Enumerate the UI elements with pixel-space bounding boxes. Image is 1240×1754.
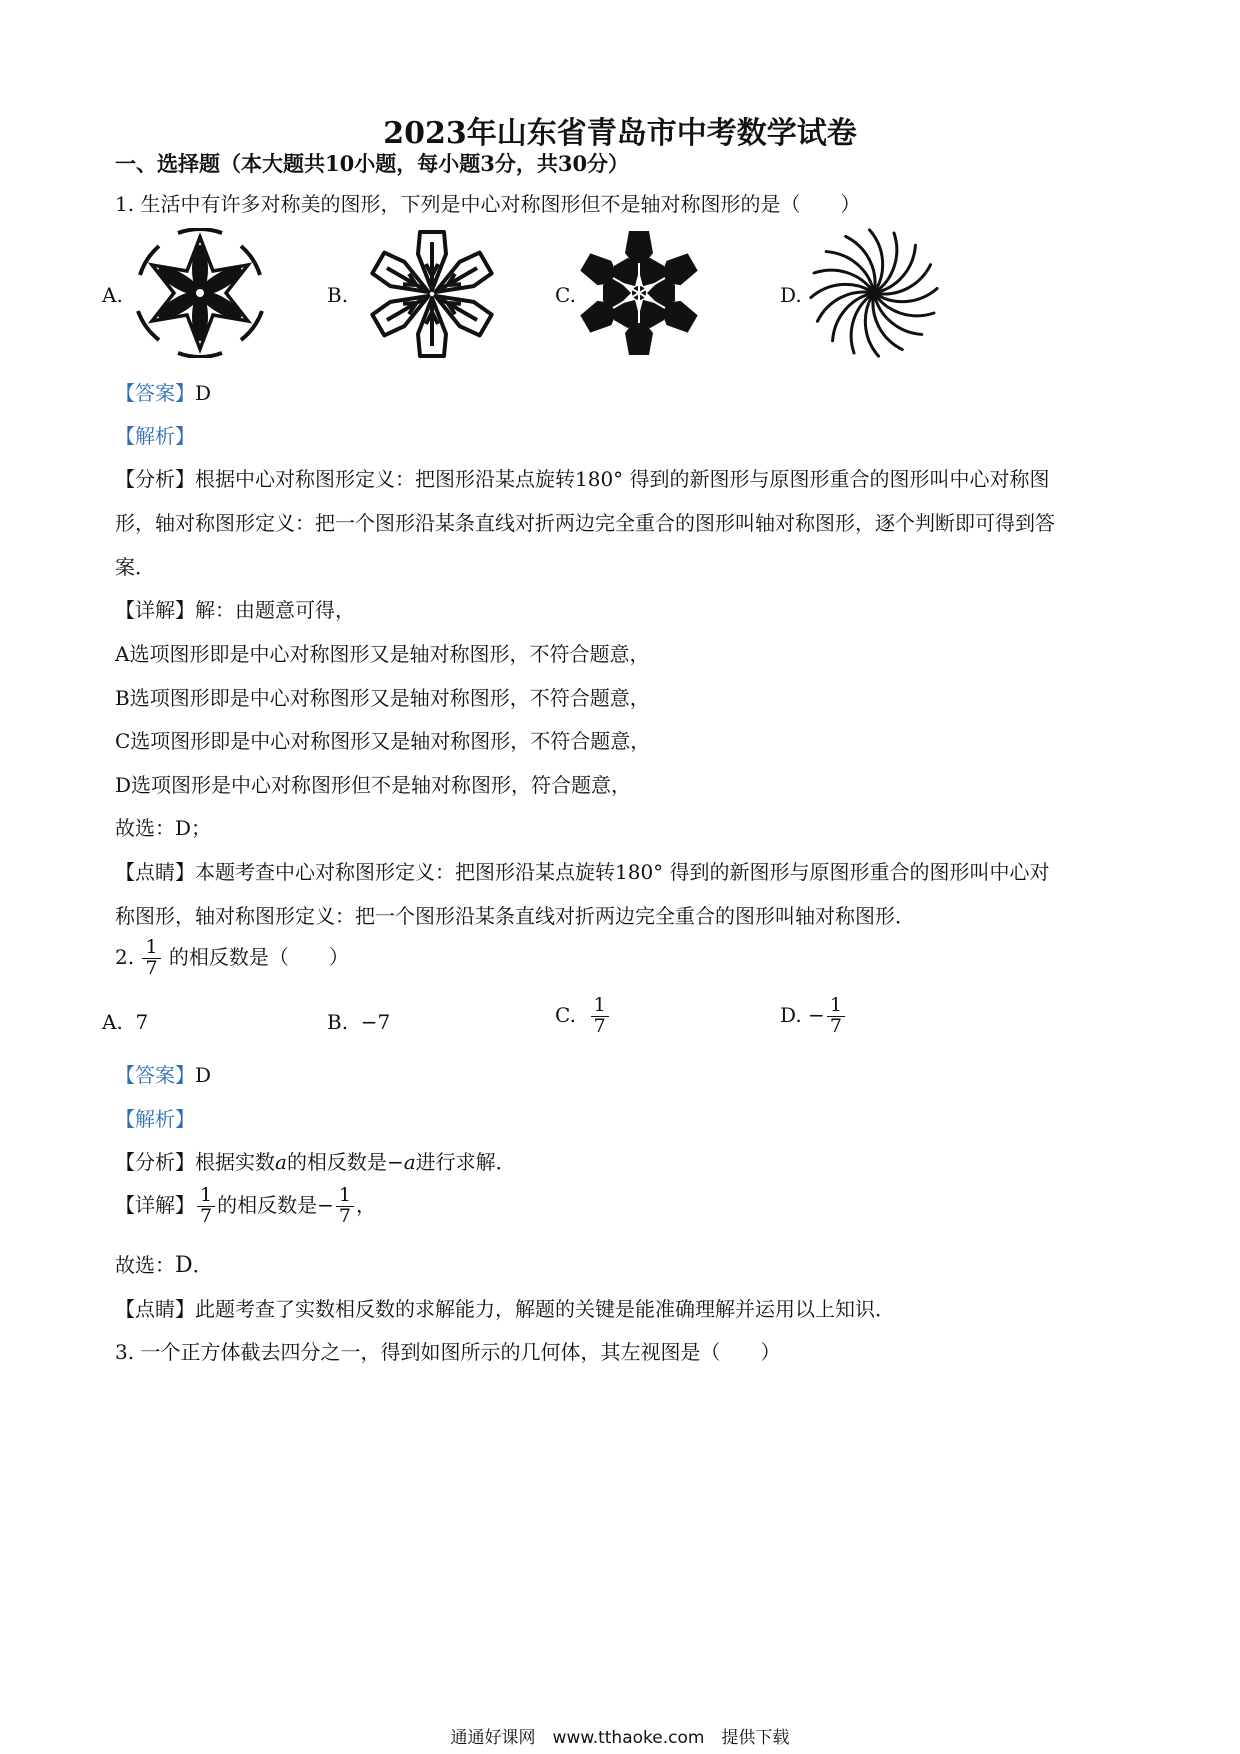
q1-line-d: D选项图形是中心对称图形但不是轴对称图形，符合题意，	[115, 773, 632, 797]
q1-figure-d	[808, 228, 940, 358]
q2-option-c-label: C.	[555, 1002, 576, 1027]
q1-option-d-label: D.	[780, 283, 802, 307]
q3-stem: 3. 一个正方体截去四分之一，得到如图所示的几何体，其左视图是（ ）	[115, 1340, 781, 1364]
q2-answer-line	[115, 1059, 211, 1088]
q1-line-c: C选项图形即是中心对称图形又是轴对称图形，不符合题意，	[115, 729, 651, 753]
q1-dianjing-2: 称图形，轴对称图形定义：把一个图形沿某条直线对折两边完全重合的图形叫轴对称图形．	[115, 904, 915, 928]
q2-fenxi	[115, 1146, 516, 1175]
q1-analysis-tag: 【解析】	[115, 424, 195, 448]
q2-dianjing	[115, 1293, 895, 1322]
q1-fenxi-2: 形，轴对称图形定义：把一个图形沿某条直线对折两边完全重合的图形叫轴对称图形，逐个判断即可得到答	[115, 511, 1055, 535]
q2-guxuan	[115, 1249, 213, 1278]
q2-xiangjie-tag: 【详解】	[115, 1192, 195, 1217]
q2-xiangjie-frac-den: 7	[200, 1204, 213, 1227]
q2-option-b	[327, 1010, 390, 1034]
q2-option-d-fraction	[827, 996, 845, 1037]
q2-option-d-den: 7	[829, 1014, 842, 1037]
q2-fenxi-post: 进行求解．	[415, 1150, 516, 1174]
q2-option-d-minus: −	[808, 1002, 825, 1027]
q2-option-d-num: 1	[827, 996, 845, 1017]
q1-fenxi-1	[115, 463, 1050, 492]
q2-xiangjie	[115, 1186, 376, 1227]
q2-option-a-label: A.	[102, 1010, 123, 1034]
q1-option-b-label: B.	[327, 283, 349, 307]
q1-option-a-label: A.	[102, 283, 123, 307]
q2-frac-num: 1	[142, 938, 160, 959]
q2-xiangjie-neg-den: 7	[338, 1204, 351, 1227]
q2-xiangjie-mid: 的相反数是	[217, 1192, 318, 1217]
q1-stem: 1. 生活中有许多对称美的图形，下列是中心对称图形但不是轴对称图形的是（ ）	[115, 192, 861, 216]
q2-option-a	[102, 1010, 148, 1034]
q1-answer: D	[195, 381, 212, 405]
q2-option-d-label: D.	[780, 1002, 802, 1027]
q1-xiangjie	[115, 594, 355, 623]
q2-xiangjie-neg-num: 1	[336, 1186, 354, 1207]
q2-xiangjie-comma: ，	[355, 1192, 376, 1217]
q1-answer-line	[115, 377, 211, 406]
page-title: 2023年山东省青岛市中考数学试卷	[383, 116, 857, 151]
q2-option-c-num: 1	[591, 996, 609, 1017]
q2-xiangjie-neg-frac	[336, 1186, 354, 1227]
q2-option-d	[780, 996, 847, 1037]
q2-guxuan-answer: D	[175, 1253, 193, 1278]
q1-fenxi-text-1: 根据中心对称图形定义：把图形沿某点旋转180° 得到的新图形与原图形重合的图形叫中心对称图	[195, 467, 1050, 491]
q2-guxuan-period: ．	[192, 1253, 213, 1277]
q2-fenxi-mid: 的相反数是	[286, 1150, 387, 1174]
q2-guxuan-text: 故选：	[115, 1253, 175, 1277]
q2-analysis-tag: 【解析】	[115, 1107, 195, 1131]
q2-option-b-value: −7	[360, 1010, 391, 1034]
q1-dianjing-text-1: 本题考查中心对称图形定义：把图形沿某点旋转180° 得到的新图形与原图形重合的图形叫中心对	[195, 860, 1050, 884]
q1-xiangjie-tag: 【详解】	[115, 598, 195, 622]
q1-dianjing-1	[115, 856, 1050, 885]
q1-line-b: B选项图形即是中心对称图形又是轴对称图形，不符合题意，	[115, 686, 650, 710]
page-footer: 通通好课网 www.tthaoke.com 提供下载	[450, 1728, 790, 1748]
q1-dianjing-tag: 【点睛】	[115, 860, 195, 884]
q2-number: 2.	[115, 944, 135, 969]
q2-answer-tag: 【答案】	[115, 1063, 195, 1087]
q1-line-a: A选项图形即是中心对称图形又是轴对称图形，不符合题意，	[115, 642, 650, 666]
q2-xiangjie-minus: −	[317, 1192, 334, 1217]
q2-fraction	[142, 938, 160, 979]
q2-stem-rest: 的相反数是（ ）	[168, 944, 349, 969]
q2-option-c	[555, 996, 611, 1037]
q1-option-c-label: C.	[555, 283, 576, 307]
q2-fenxi-pre: 根据实数	[195, 1150, 275, 1174]
q1-guxuan: 故选：D；	[115, 816, 212, 840]
q2-frac-den: 7	[145, 956, 158, 979]
q2-option-b-label: B.	[327, 1010, 349, 1034]
q1-answer-tag: 【答案】	[115, 381, 195, 405]
q2-var-a: a	[275, 1150, 287, 1174]
q2-xiangjie-frac	[197, 1186, 215, 1227]
q1-figure-b	[357, 228, 507, 360]
q2-fenxi-tag: 【分析】	[115, 1150, 195, 1174]
q2-option-c-den: 7	[593, 1014, 606, 1037]
q2-dianjing-text: 此题考查了实数相反数的求解能力，解题的关键是能准确理解并运用以上知识．	[195, 1297, 895, 1321]
q2-option-a-value: 7	[135, 1010, 149, 1034]
q2-xiangjie-frac-num: 1	[197, 1186, 215, 1207]
q2-stem	[115, 938, 349, 979]
q1-fenxi-3: 案．	[115, 555, 155, 579]
q2-option-c-fraction	[591, 996, 609, 1037]
q1-fenxi-tag: 【分析】	[115, 467, 195, 491]
q2-neg-a: −a	[386, 1150, 416, 1174]
q1-figure-a	[133, 228, 268, 358]
q1-xiangjie-text: 解：由题意可得，	[195, 598, 355, 622]
q2-answer: D	[195, 1063, 212, 1087]
section-heading: 一、选择题（本大题共10小题，每小题3分，共30分）	[115, 151, 630, 176]
q1-figure-c	[580, 228, 698, 358]
q2-dianjing-tag: 【点睛】	[115, 1297, 195, 1321]
